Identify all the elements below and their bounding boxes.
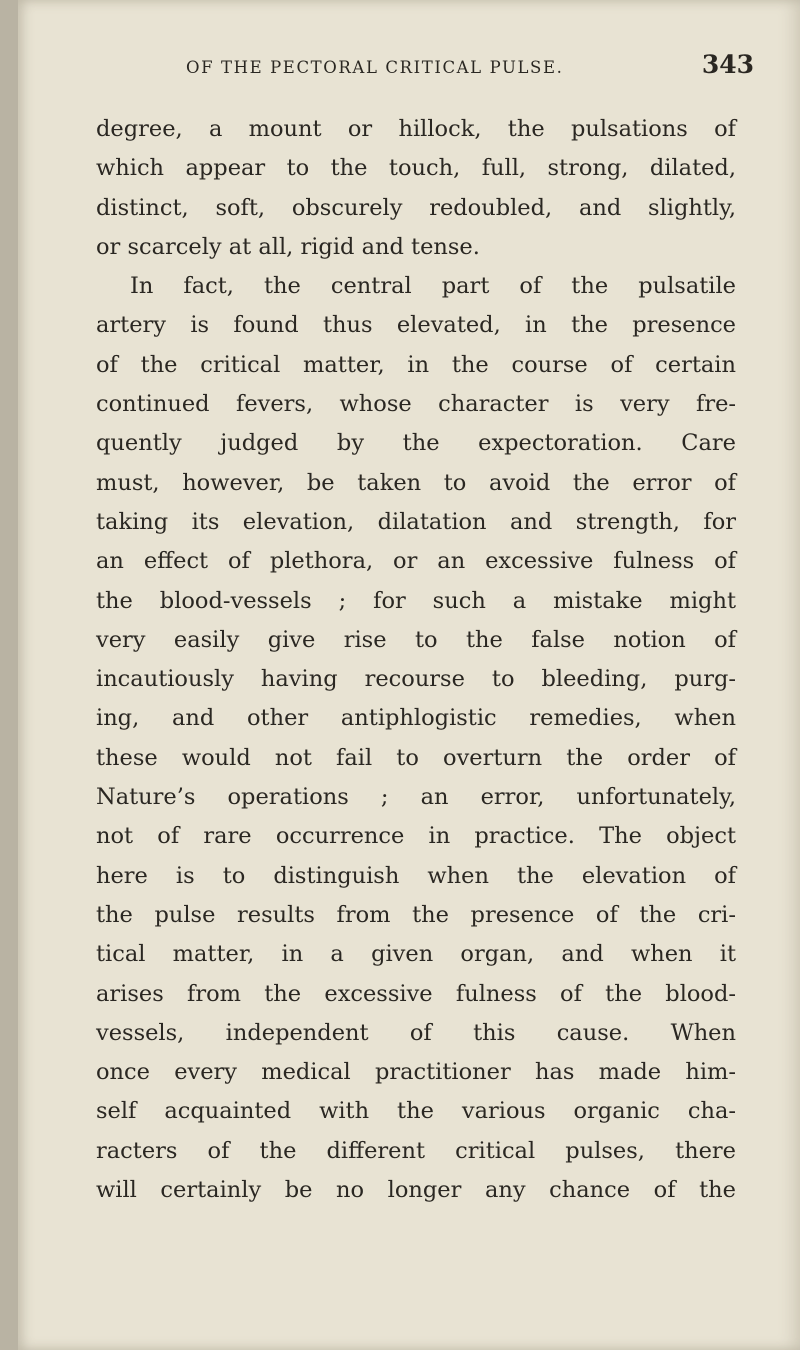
text-line: vessels, independent of this cause. When: [96, 1019, 736, 1046]
text-line: which appear to the touch, full, strong, dilated,: [96, 155, 736, 182]
text-line: not of rare occurrence in practice. The object: [96, 823, 736, 850]
running-title: OF THE PECTORAL CRITICAL PULSE.: [186, 58, 564, 77]
text-line: taking its elevation, dilatation and strength, for: [96, 508, 736, 535]
text-line: arises from the excessive fulness of the blood-: [96, 980, 736, 1007]
text-line: racters of the different critical pulses, there: [96, 1137, 736, 1164]
text-line: continued fevers, whose character is very fre-: [96, 391, 736, 418]
text-line: here is to distinguish when the elevation of: [96, 862, 736, 889]
text-line: Nature’s operations ; an error, unfortunately,: [96, 784, 736, 811]
text-line: of the critical matter, in the course of certain: [96, 351, 736, 378]
text-line: ing, and other antiphlogistic remedies, when: [96, 705, 736, 732]
text-line: will certainly be no longer any chance of the: [96, 1177, 736, 1204]
text-line: quently judged by the expectoration. Care: [96, 430, 736, 457]
text-line: must, however, be taken to avoid the error of: [96, 469, 736, 496]
text-line: or scarcely at all, rigid and tense.: [96, 233, 480, 260]
text-line: artery is found thus elevated, in the presence: [96, 312, 736, 339]
text-line: self acquainted with the various organic cha-: [96, 1098, 736, 1125]
text-line: distinct, soft, obscurely redoubled, and slightly,: [96, 194, 736, 221]
text-line: tical matter, in a given organ, and when it: [96, 941, 736, 968]
text-line: once every medical practitioner has made him-: [96, 1059, 736, 1086]
text-line: an effect of plethora, or an excessive fulness of: [96, 548, 736, 575]
text-line: very easily give rise to the false notion of: [96, 626, 736, 653]
paragraph-start-line: In fact, the central part of the pulsatile: [130, 273, 736, 300]
text-line: the pulse results from the presence of the cri-: [96, 901, 736, 928]
text-line: incautiously having recourse to bleeding, purg-: [96, 666, 736, 693]
page-number: 343: [701, 50, 754, 79]
text-line: these would not fail to overturn the order of: [96, 744, 736, 771]
text-line: the blood-vessels ; for such a mistake might: [96, 587, 736, 614]
page-left-edge: [0, 0, 18, 1350]
running-header: [186, 50, 754, 86]
body-text: [96, 110, 736, 1210]
text-line: degree, a mount or hillock, the pulsations of: [96, 116, 736, 142]
